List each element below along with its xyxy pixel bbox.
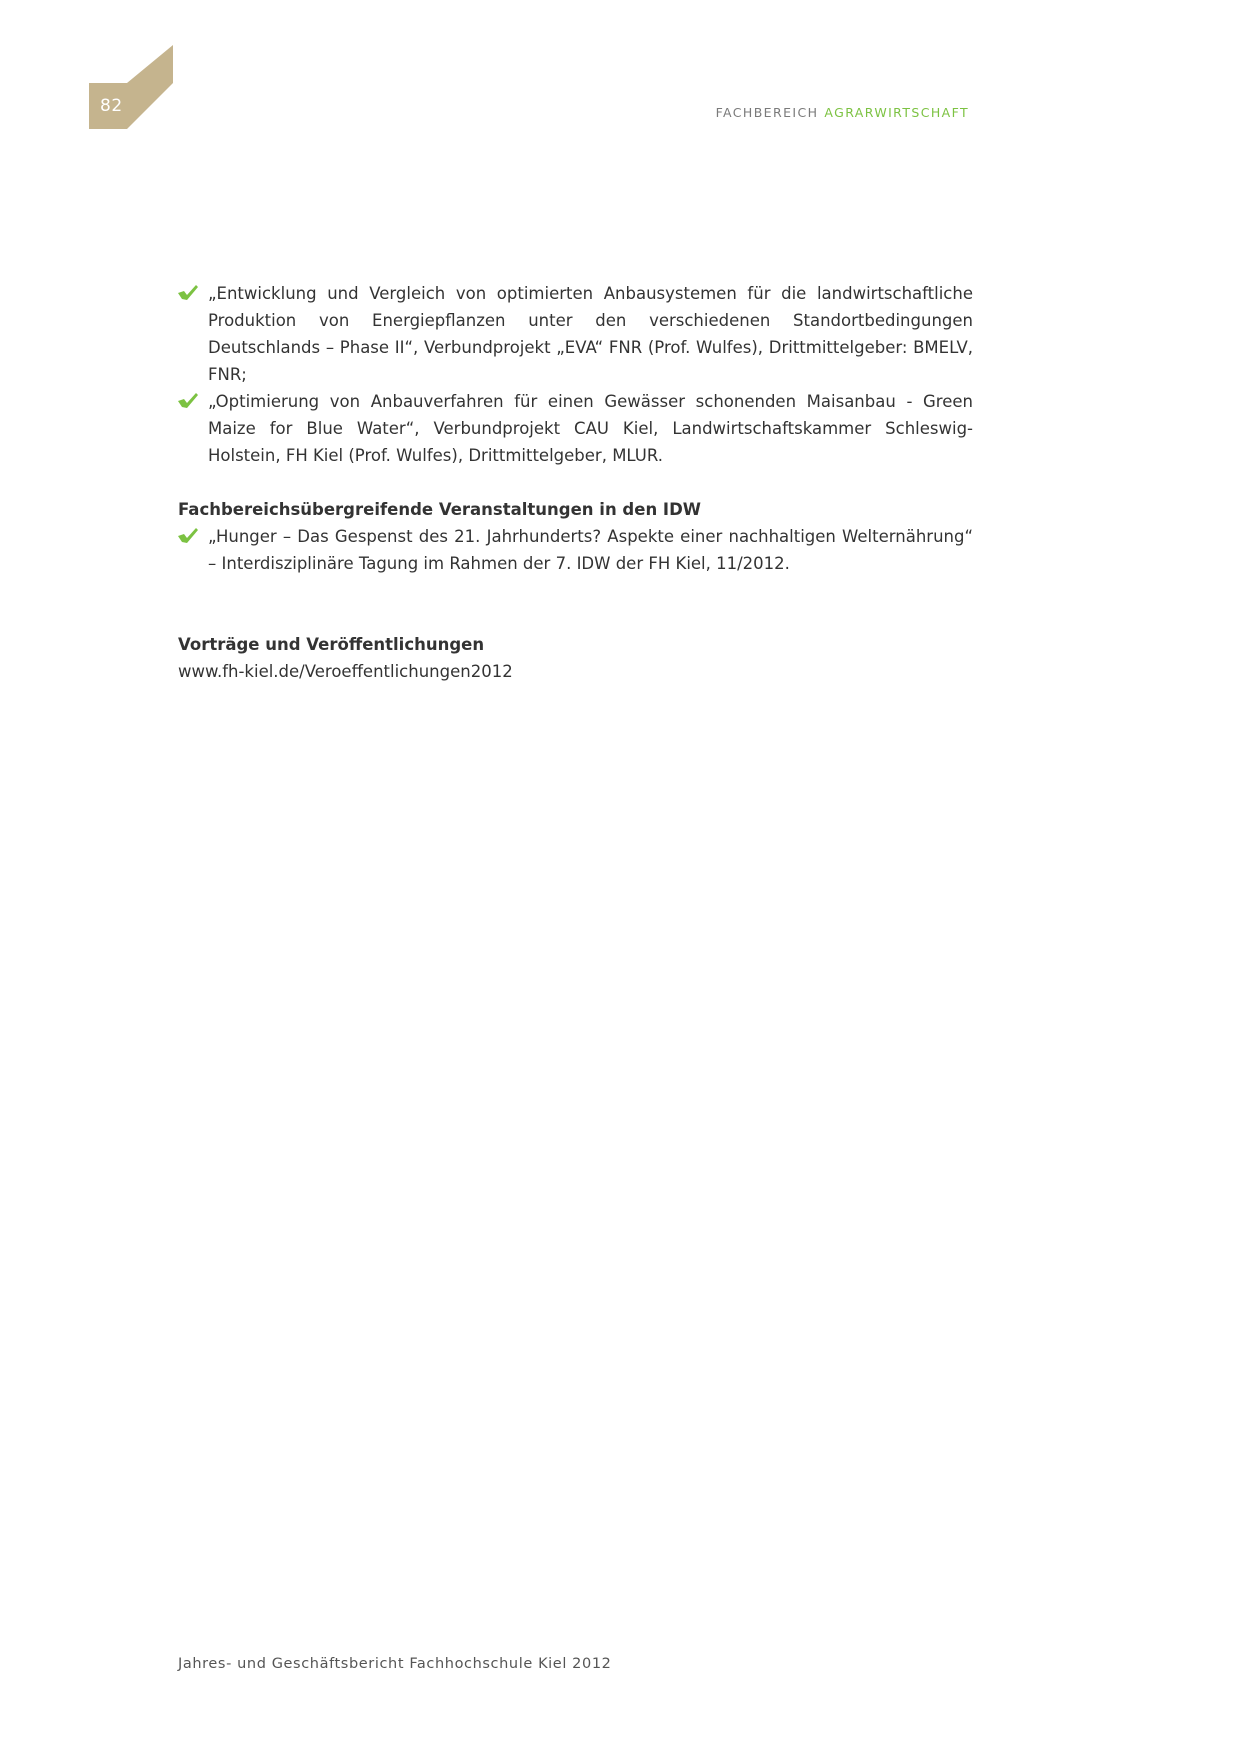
page-number-badge — [89, 45, 173, 129]
list-item — [178, 388, 973, 469]
publications-link[interactable]: www.fh-kiel.de/Veroeffentlichungen2012 — [178, 662, 513, 681]
list-item-text: „Optimierung von Anbauverfahren für einen Gewässer schonenden Maisanbau - Green Maize for Blue Water“, Verbundprojekt CAU Kiel, Landwirtschaftskammer Schleswig-Holstein, FH Kiel (Prof. Wulfes), Drittmittelgeber, MLUR. — [208, 392, 973, 465]
page-number: 82 — [100, 96, 123, 116]
project-list — [178, 280, 973, 469]
publications-heading: Vorträge und Veröffentlichungen — [178, 635, 485, 654]
section-name: AGRARWIRTSCHAFT — [824, 105, 969, 120]
running-header — [716, 105, 969, 120]
check-icon — [178, 284, 198, 301]
check-icon — [178, 527, 198, 544]
events-heading: Fachbereichsübergreifende Veranstaltungen in den IDW — [178, 500, 701, 519]
main-content — [178, 280, 973, 685]
list-item-text: „Hunger – Das Gespenst des 21. Jahrhunderts? Aspekte einer nachhaltigen Welternährung“ – Interdisziplinäre Tagung im Rahmen der 7. IDW der FH Kiel, 11/2012. — [208, 527, 973, 573]
list-item-text: „Entwicklung und Vergleich von optimierten Anbausystemen für die landwirtschaftliche Produktion von Energiepflanzen unter den verschiedenen Standortbedingungen Deutschlands – Phase II“, Verbundprojekt „EVA“ FNR (Prof. Wulfes), Drittmittelgeber: BMELV, FNR; — [208, 284, 973, 384]
page-footer: Jahres- und Geschäftsbericht Fachhochschule Kiel 2012 — [178, 1656, 612, 1672]
events-list — [178, 523, 973, 577]
list-item — [178, 280, 973, 388]
section-prefix: FACHBEREICH — [715, 105, 819, 120]
list-item — [178, 523, 973, 577]
check-icon — [178, 392, 198, 409]
page-corner-shape — [89, 45, 173, 129]
